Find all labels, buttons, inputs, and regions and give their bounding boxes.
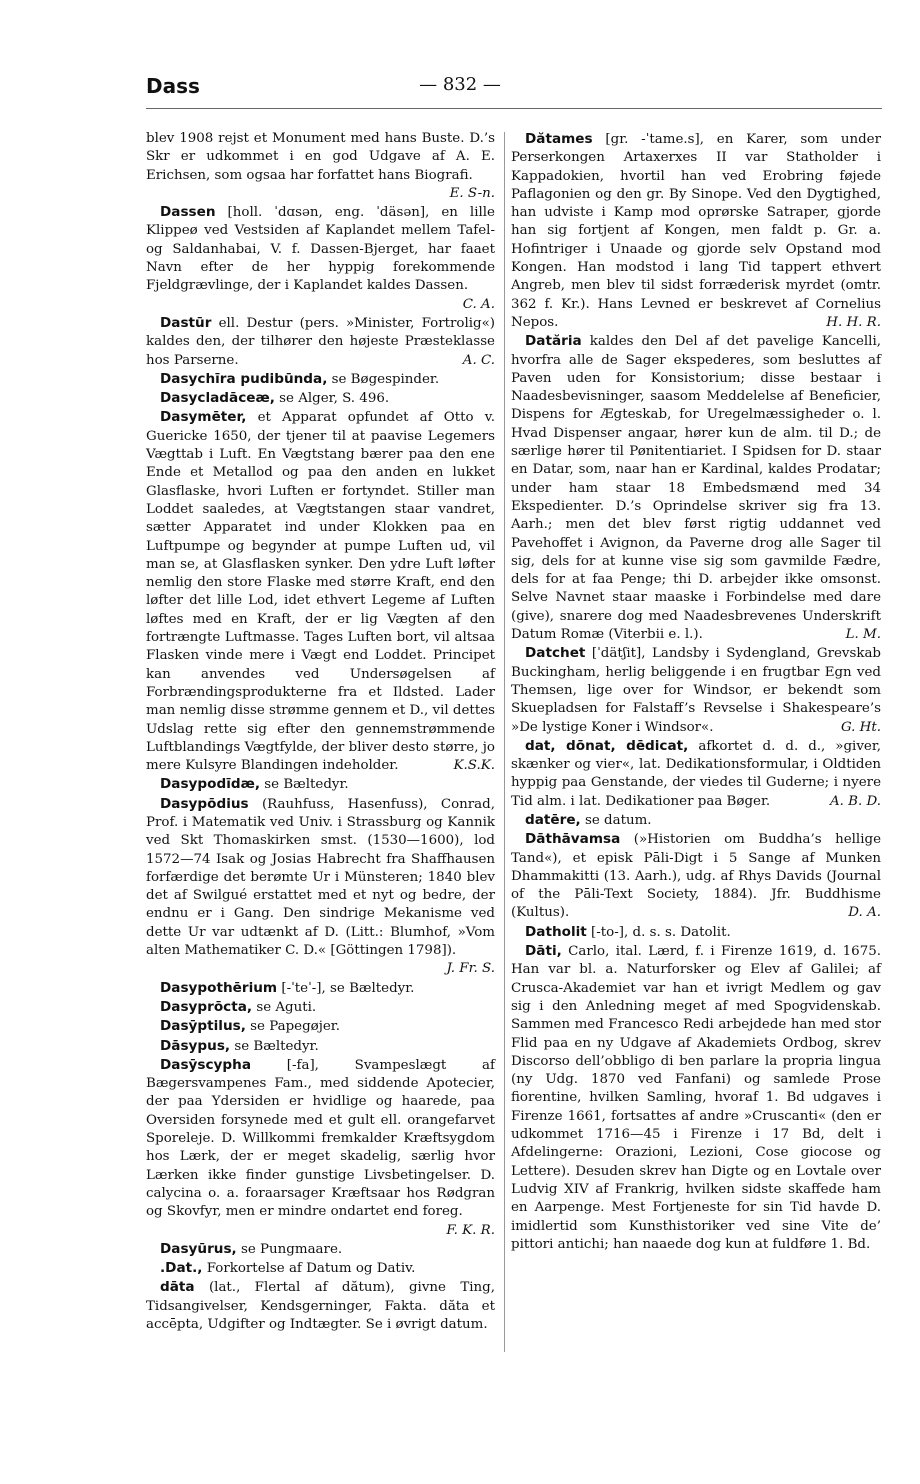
- dictionary-entry: [146, 1056, 495, 1240]
- dictionary-entry: [146, 1259, 495, 1278]
- dictionary-entry: [146, 130, 495, 203]
- right-column: [511, 130, 881, 1254]
- entry-text: se Pungmaare.: [236, 1241, 343, 1257]
- author-signature: D. A.: [848, 905, 881, 921]
- author-signature: J. Fr. S.: [446, 961, 495, 977]
- entry-headword: Dasyūrus,: [160, 1240, 237, 1257]
- entry-text: [-ˈteˈ-], se Bæltedyr.: [277, 980, 415, 996]
- entry-text: Forkortelse af Datum og Dativ.: [202, 1261, 416, 1277]
- author-signature: C. A.: [462, 296, 495, 312]
- dictionary-entry: [146, 1037, 495, 1056]
- entry-headword: Datăria: [525, 333, 582, 350]
- entry-text: [holl. ˈdɑsən, eng. ˈdäsən], en lille Klippeø ved Vestsiden af Kaplandet mellem Tafel- og Saldanhabai, V. f. Dassen-Bjerget, har faaet Navn efter de her hyppig forekommende Fjeldgrævlinge, der i Kaplandet kaldes Dassen.: [146, 205, 495, 294]
- dictionary-entry: [511, 737, 881, 811]
- entry-text: [gr. -ˈtame.s], en Karer, som under Perserkongen Artaxerxes II var Statholder i Kappadokien, hvortil han ved Erobring føjede Paflagonien og den gr. By Sinope. Ved den Dygtighed, han udviste i Kamp mod oprørske Satraper, gjorde han sig fortjent af Kongen, men faldt p. Gr. a. Hofintriger i Unaade og gjorde selv Opstand mod Kongen. Han modstod i lang Tid tappert ethvert Angreb, men blev til sidst forræderisk myrdet (omtr. 362 f. Kr.). Hans Levned er beskrevet af Cornelius Nepos.: [511, 132, 881, 330]
- entry-headword: Dasychīra pudibūnda,: [160, 370, 328, 387]
- entry-headword: .Dat.,: [160, 1260, 203, 1277]
- entry-headword: dāta: [160, 1279, 195, 1296]
- dictionary-entry: [146, 203, 495, 314]
- entry-headword: Dassen: [160, 204, 216, 221]
- entry-headword: Dasypōdius: [160, 795, 249, 812]
- page-number: — 832 —: [419, 74, 501, 95]
- entry-text: se Aguti.: [252, 999, 317, 1015]
- dictionary-entry: [146, 775, 495, 794]
- dictionary-entry: [511, 644, 881, 736]
- entry-text: (»Historien om Buddha’s hellige Tand«), et episk Pāli-Digt i 5 Sange af Munken Dhammakitti (13. Aarh.), udg. af Rhys Davids (Journal of the Pāli-Text Society, 1884). Jfr. Buddhisme (Kultus).: [511, 832, 881, 921]
- entry-headword: Dasyprōcta,: [160, 998, 253, 1015]
- entry-headword: datēre,: [525, 811, 581, 828]
- dictionary-entry: [146, 408, 495, 775]
- entry-text: se Bøgespinder.: [327, 371, 440, 387]
- entry-headword: Dāti,: [525, 943, 562, 960]
- author-signature: H. H. R.: [826, 314, 881, 330]
- dictionary-entry: [511, 332, 881, 644]
- author-signature: L. M.: [845, 627, 881, 643]
- author-signature: K.S.K.: [453, 758, 495, 774]
- dictionary-entry: [146, 795, 495, 979]
- entry-text: afkortet d. d. d., »giver, skænker og vier«, lat. Dedikationsformular, i Oldtiden hyppig paa Genstande, der viedes til Guderne; i nyere Tid alm. i lat. Dedikationer paa Bøger.: [511, 738, 881, 809]
- entry-text: se Bæltedyr.: [260, 777, 349, 793]
- author-signature: F. K. R.: [446, 1222, 495, 1238]
- entry-text: ell. Destur (pers. »Minister, Fortrolig«) kaldes den, der tilhører den højeste Præsteklasse hos Parserne.: [146, 315, 495, 368]
- entry-text: [ˈdätʃit], Landsby i Sydengland, Grevskab Buckingham, herlig beliggende i en frugtbar Egn ved Themsen, lige over for Windsor, er bekendt som Skuepladsen for Falstaff’s Revselse i Shakespeare’s »De lystige Koner i Windsor«.: [511, 646, 881, 735]
- dictionary-entry: [511, 942, 881, 1254]
- entry-headword: Dāsypus,: [160, 1037, 231, 1054]
- left-column: [146, 130, 495, 1334]
- entry-text: se Papegøjer.: [245, 1019, 340, 1035]
- entry-headword: Dāthāvamsa: [525, 831, 621, 848]
- dictionary-entry: [146, 979, 495, 998]
- header-rule: [146, 108, 882, 109]
- entry-text: (Rauhfuss, Hasenfuss), Conrad, Prof. i Matematik ved Univ. i Strassburg og Kannik ved Skt Thomaskirken smst. (1530—1600), lod 1572—74 Isak og Josias Habrecht fra Shaffhausen forfærdige det berømte Ur i Münsteren; 1840 blev det af Swilgué erstattet med et nyt og bedre, der endnu er i Gang. Den sindrige Mekanisme ved dette Ur var udtænkt af D. (Litt.: Blumhof, »Vom alten Mathematiker C. D.« [Göttingen 1798]).: [146, 796, 495, 959]
- entry-headword: Dasypothērium: [160, 979, 278, 996]
- author-signature: A. B. D.: [829, 793, 881, 809]
- entry-headword: Dasȳptilus,: [160, 1018, 246, 1035]
- dictionary-entry: [146, 389, 495, 408]
- dictionary-entry: [146, 1017, 495, 1036]
- entry-headword: dat, dōnat, dēdicat,: [525, 737, 689, 754]
- dictionary-entry: [511, 830, 881, 922]
- dictionary-entry: [511, 811, 881, 830]
- entry-text: se Bæltedyr.: [230, 1038, 319, 1054]
- column-divider: [504, 132, 505, 1352]
- entry-headword: Dasȳscypha: [160, 1056, 252, 1073]
- entry-text: [-fa], Svampeslægt af Bægersvampenes Fam., med siddende Apotecier, der paa Ydersiden er hvidlige og haarede, paa Oversiden forsynede med et gult ell. orangefarvet Sporeleje. D. Willkommi fremkalder Kræftsygdom hos Lærk, der er meget skadelig, særlig hvor Lærken ikke finder gunstige Livsbetingelser. D. calycina o. a. foraarsager Kræftsaar hos Rødgran og Skovfyr, men er mindre ondartet end foreg.: [146, 1057, 495, 1220]
- dictionary-entry: [146, 1240, 495, 1259]
- entry-headword: Datchet: [525, 645, 586, 662]
- entry-headword: Dătames: [525, 131, 593, 147]
- entry-headword: Datholit: [525, 923, 587, 940]
- entry-text: Carlo, ital. Lærd, f. i Firenze 1619, d. 1675. Han var bl. a. Naturforsker og Elev af Galilei; af Crusca-Akademiet var han et ivrigt Medlem og gav sig i den Anledning meget af med Spogvidenskab. Sammen med Francesco Redi arbejdede han med stor Flid paa en ny Udgave af Akademiets Ordbog, skrev Discorso dell’obbligo di ben parlare la propria lingua (ny Udg. 1870 ved Fanfani) og samlede Prose fiorentine, hvilken Samling, hvoraf 1. Bd udgaves i Firenze 1661, fortsattes af andre »Cruscanti« (den er udkommet 1716—45 i Firenze i 17 Bd, delt i Afdelingerne: Orazioni, Lezioni, Cose giocose og Lettere). Desuden skrev han Digte og en Lovtale over Ludvig XIV af Frankrig, hvilken sidste skaffede ham en Aarpenge. Mest Fortjeneste for sin Tid havde D. imidlertid som Kunsthistoriker ved sine Vite de’ pittori antichi; han naaede dog kun at fuldføre 1. Bd.: [511, 944, 881, 1252]
- entry-text: blev 1908 rejst et Monument med hans Buste. D.’s Skr er udkommet i en god Udgave af A. E. Erichsen, som ogsaa har forfattet hans Biografi.: [146, 131, 495, 183]
- entry-text: et Apparat opfundet af Otto v. Guericke 1650, der tjener til at paavise Legemers Vægttab i Luft. En Vægtstang bærer paa den ene Ende et Metallod og paa den anden en lukket Glasflaske, hvori Luften er fortyndet. Stiller man Loddet saaledes, at Vægtstangen staar vandret, sætter Apparatet ind under Klokken paa en Luftpumpe og begynder at pumpe Luften ud, vil man se, at Glasflasken synker. Den ydre Luft løfter nemlig den store Flaske med større Kraft, end den løfter det lille Lod, idet ethvert Legeme af Luften løftes med en Kraft, der er lig Vægten af den fortrængte Luftmasse. Tages Luften bort, vil altsaa Flasken vinde mere i Vægt end Loddet. Principet kan anvendes ved Undersøgelsen af Forbrændingsprodukterne fra et Ildsted. Lader man nemlig disse strømme gennem et D., vil dettes Udslag rette sig efter den gennemstrømmende Luftblandings Vægtfylde, der bliver desto større, jo mere Kulsyre Blandingen indeholder.: [146, 410, 495, 774]
- author-signature: E. S-n.: [449, 185, 495, 201]
- entry-text: se datum.: [580, 812, 652, 828]
- dictionary-entry: [146, 998, 495, 1017]
- running-head: Dass: [146, 74, 200, 98]
- dictionary-entry: [511, 130, 881, 332]
- author-signature: A. C.: [462, 352, 495, 368]
- entry-text: kaldes den Del af det pavelige Kancelli, hvorfra alle de Sager ekspederes, som besluttes af Paven uden for Konsistorium; disse bestaar i Naadesbevisninger, saasom Meddelelse af Beneficier, Dispens for Ægteskab, for Uregelmæssigheder o. l. Hvad Dispenser angaar, hører kun de alm. til D.; de særlige hører til Pønitentiariet. I Spidsen for D. staar en Datar, som, naar han er Kardinal, kaldes Prodatar; under ham staar 18 Embedsmænd med 34 Ekspedienter. D.’s Oprindelse skriver sig fra 13. Aarh.; men det blev først rigtig uddannet ved Pavehoffet i Avignon, da Paverne drog alle Sager til sig, dels for at kunne vise sig som gavmilde Fædre, dels for at faa Penge; thi D. arbejder ikke omsonst. Selve Navnet staar maaske i Forbindelse med dare (give), snarere dog med Naadesbrevenes Underskrift Datum Romæ (Viterbii e. l.).: [511, 334, 881, 643]
- entry-text: (lat., Flertal af dătum), givne Ting, Tidsangivelser, Kendsgerninger, Fakta. dăta et accēpta, Udgifter og Indtægter. Se i øvrigt datum.: [146, 1280, 495, 1332]
- author-signature: G. Ht.: [840, 719, 881, 735]
- entry-headword: Dasymēter,: [160, 409, 247, 426]
- entry-headword: Dasycladāceæ,: [160, 390, 275, 407]
- dictionary-entry: [146, 370, 495, 389]
- dictionary-entry: [146, 1278, 495, 1334]
- entry-headword: Dastūr: [160, 314, 212, 331]
- dictionary-entry: [146, 314, 495, 370]
- entry-text: se Alger, S. 496.: [274, 391, 390, 407]
- entry-headword: Dasypodīdæ,: [160, 776, 261, 793]
- entry-text: [-to-], d. s. s. Datolit.: [586, 924, 731, 940]
- dictionary-entry: [511, 923, 881, 942]
